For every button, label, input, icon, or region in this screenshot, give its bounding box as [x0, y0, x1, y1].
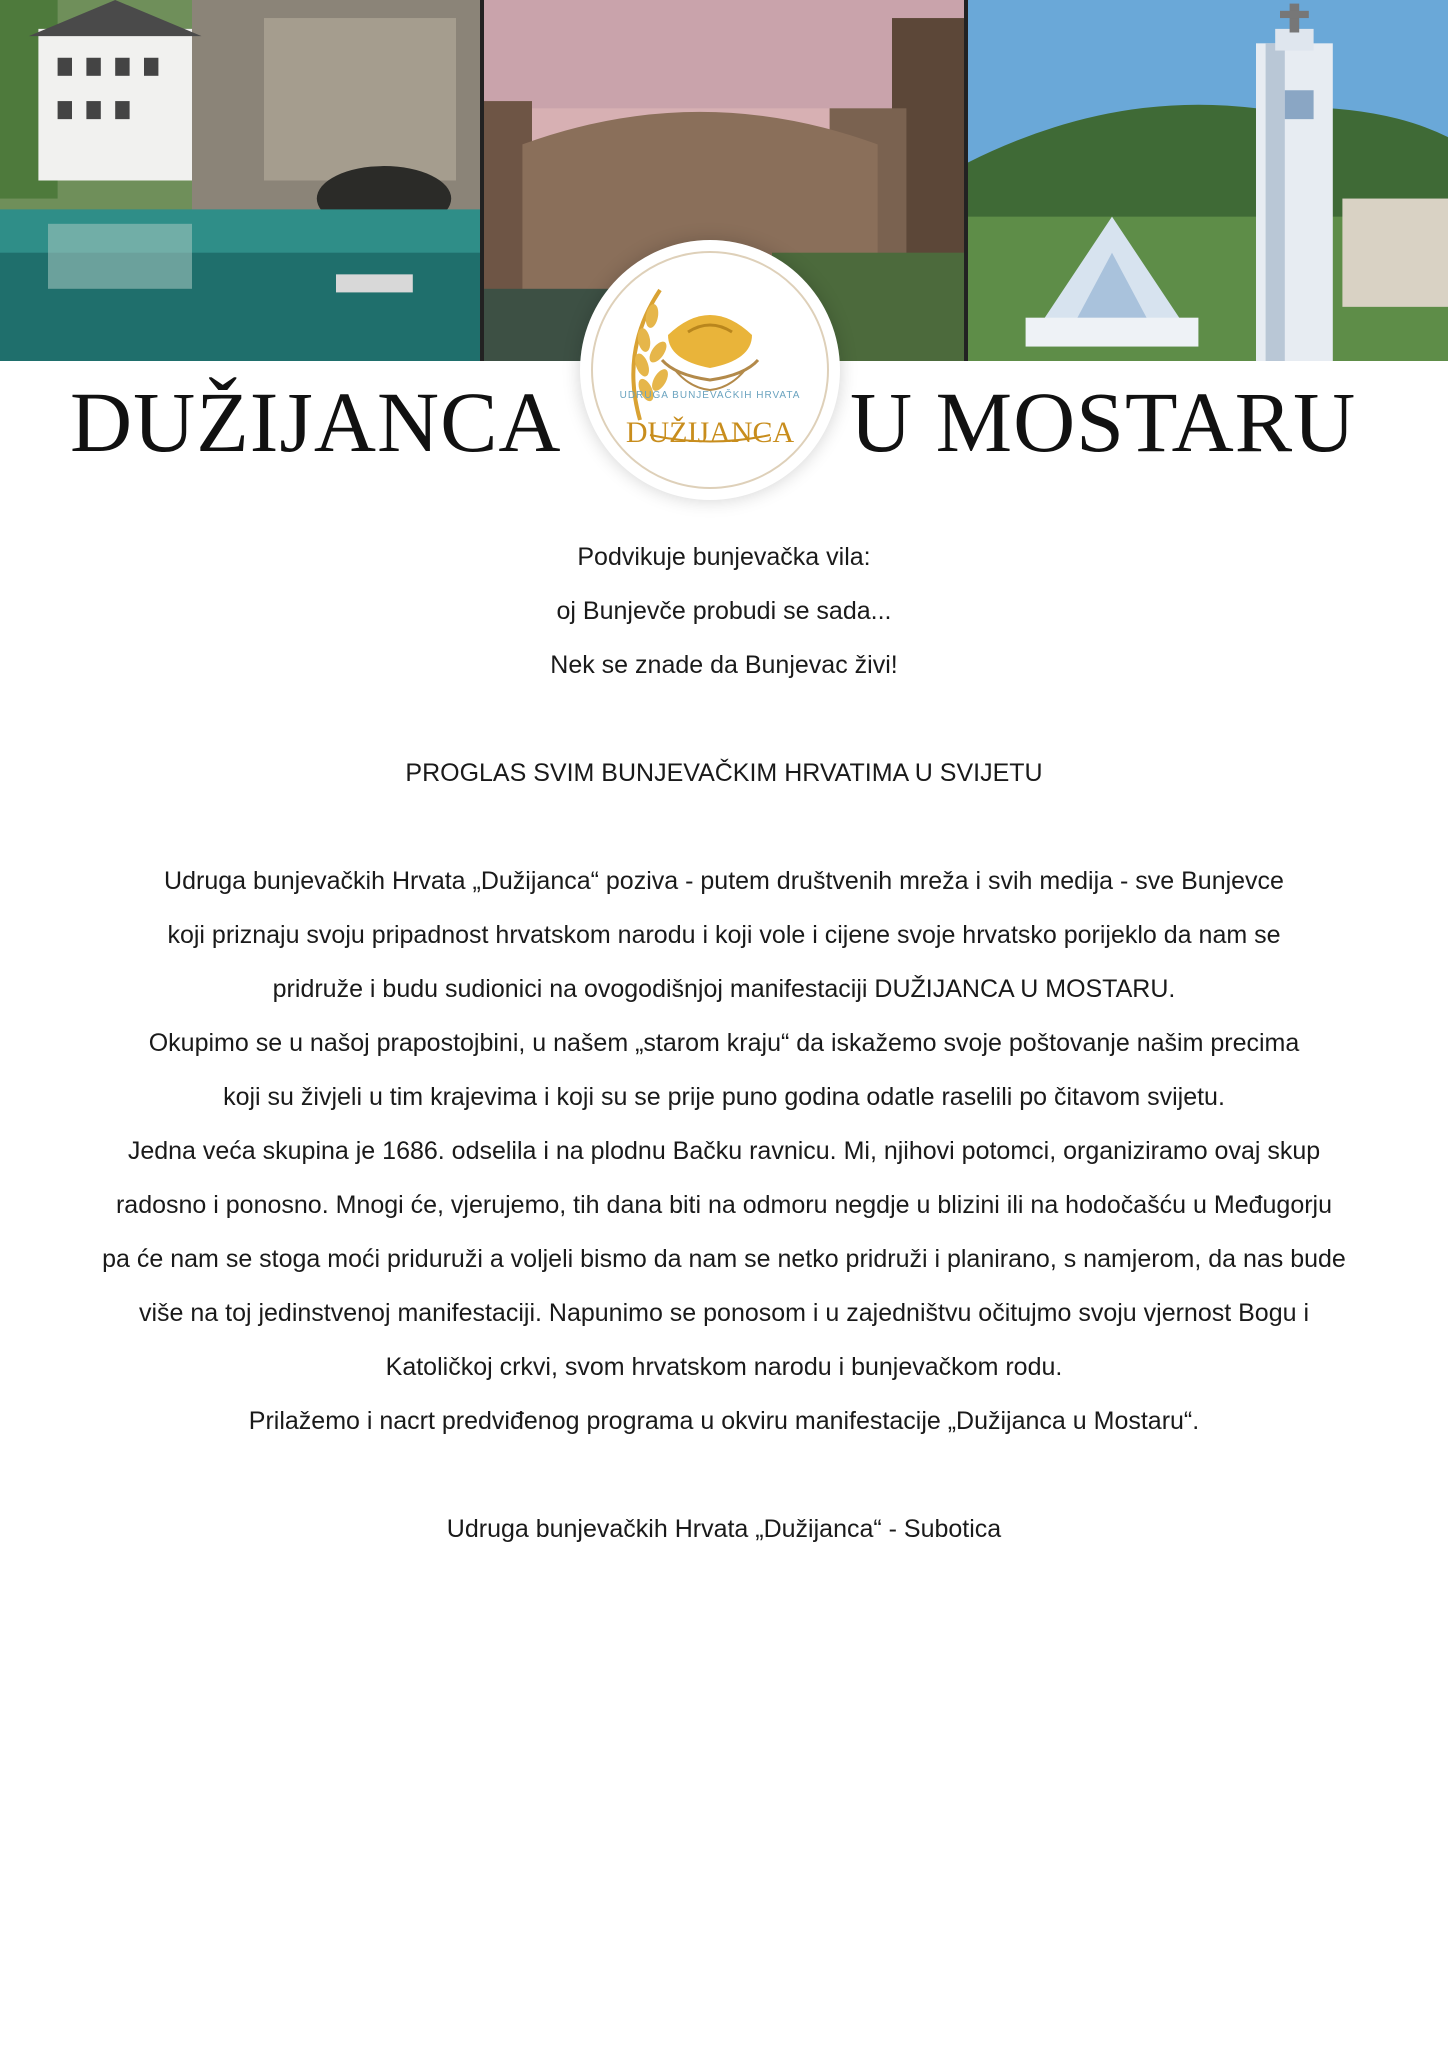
title-right: U MOSTARU: [850, 374, 1357, 470]
duzijanca-logo: [580, 240, 840, 500]
poem-line: Podvikuje bunjevačka vila:: [577, 543, 871, 571]
body-line: koji priznaju svoju pripadnost hrvatskom narodu i koji vole i cijene svoje hrvatsko porijeklo da nam se: [167, 921, 1281, 949]
church-bell-tower-photo: [968, 0, 1448, 361]
proclamation-content: [40, 530, 1408, 1556]
body-line: pa će nam se stoga moći priduruži a voljeli bismo da nam se netko pridruži i planirano, s namjerom, da nas bude: [102, 1245, 1346, 1273]
body-line: više na toj jedinstvenoj manifestaciji. Napunimo se ponosom i u zajedništvu očitujmo svoju vjernost Bogu i: [138, 1299, 1310, 1327]
signature: Udruga bunjevačkih Hrvata „Dužijanca“ - Subotica: [446, 1515, 1002, 1543]
body-line: radosno i ponosno. Mnogi će, vjerujemo, tih dana biti na odmoru negdje u blizini ili na hodočašću u Međugorju: [115, 1191, 1333, 1219]
body-line: Katoličkoj crkvi, svom hrvatskom narodu i bunjevačkom rodu.: [385, 1353, 1063, 1381]
body-line: pridruže i budu sudionici na ovogodišnjoj manifestaciji DUŽIJANCA U MOSTARU.: [272, 975, 1176, 1003]
proclamation-heading: PROGLAS SVIM BUNJEVAČKIM HRVATIMA U SVIJETU: [405, 759, 1043, 787]
body-line: koji su živjeli u tim krajevima i koji su se prije puno godina odatle raselili po čitavom svijetu.: [223, 1083, 1225, 1111]
poem-line: oj Bunjevče probudi se sada...: [556, 597, 892, 625]
logo-small-text: UDRUGA BUNJEVAČKIH HRVATA: [619, 390, 801, 401]
spacer: [40, 1448, 1408, 1502]
body-line: Udruga bunjevačkih Hrvata „Dužijanca“ poziva - putem društvenih mreža i svih medija - sve Bunjevce: [164, 867, 1284, 895]
logo-name: DUŽIJANCA: [625, 416, 795, 449]
body-line: Okupimo se u našoj prapostojbini, u našem „starom kraju“ da iskažemo svoje poštovanje našim precima: [148, 1029, 1300, 1057]
body-line: Jedna veća skupina je 1686. odselila i na plodnu Bačku ravnicu. Mi, njihovi potomci, organiziramo ovaj skup: [127, 1137, 1321, 1165]
spacer: [40, 692, 1408, 746]
wheat-bread-hands-icon: [580, 240, 840, 500]
poem-line: Nek se znade da Bunjevac živi!: [550, 651, 898, 679]
spacer: [40, 800, 1408, 854]
title-left: DUŽIJANCA: [70, 374, 562, 470]
body-line: Prilažemo i nacrt predviđenog programa u okviru manifestacije „Dužijanca u Mostaru“.: [248, 1407, 1200, 1435]
blagaj-tekke-photo: [0, 0, 480, 361]
